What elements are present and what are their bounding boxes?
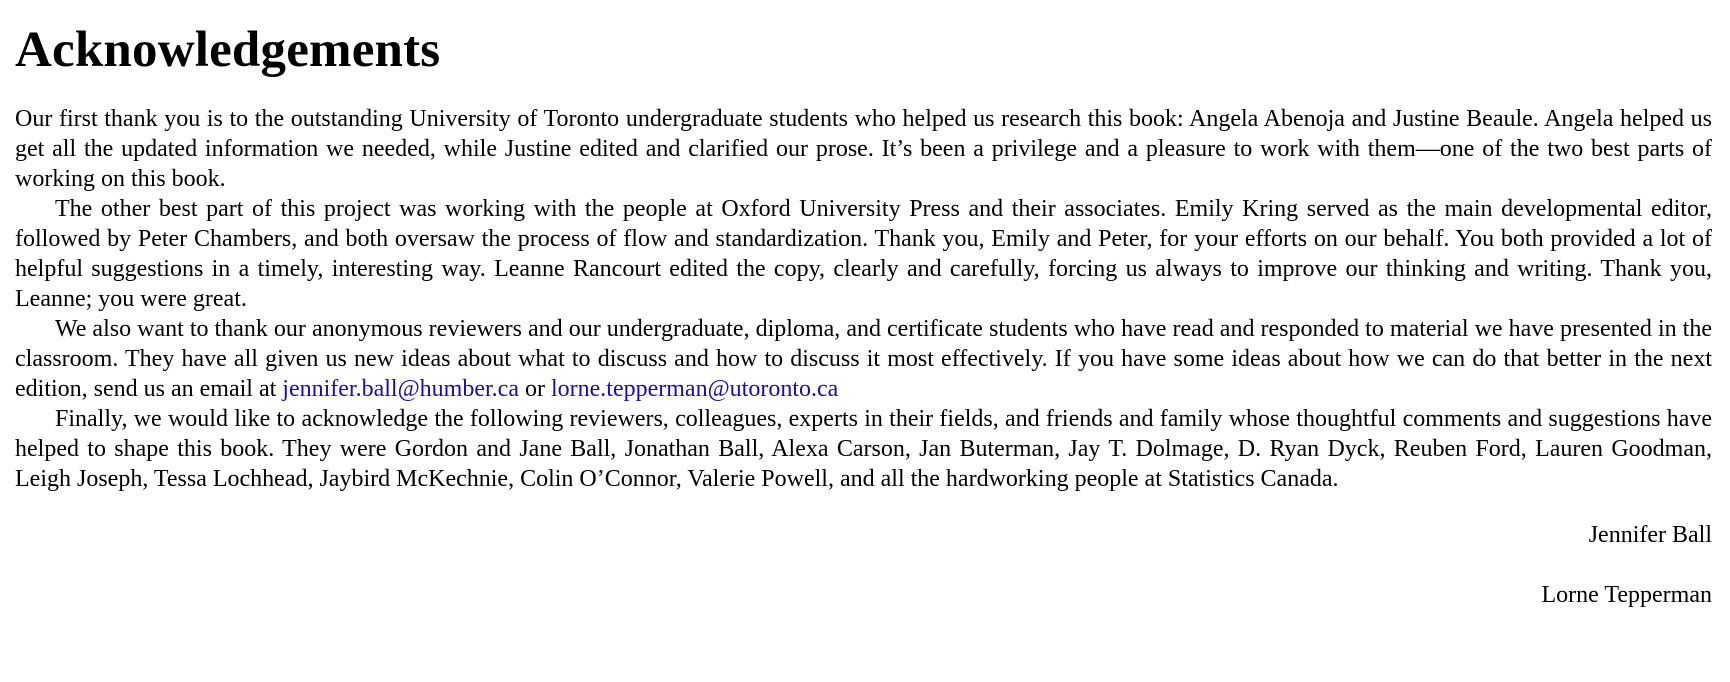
paragraph-acknowledge-list: Finally, we would like to acknowledge the following reviewers, colleagues, experts in their fields, and friends and family whose thoughtful comments and suggestions have helped to shape this book. They were Gordon and Jane Ball, Jonathan Ball, Alexa Carson, Jan Buterman, Jay T. Dolmage, D. Ryan Dyck, Reuben Ford, Lauren Goodman, Leigh Joseph, Tessa Lochhead, Jaybird McKechnie, Colin O’Connor, Valerie Powell, and all the hardworking people at Statistics Canada. [15, 406, 1712, 492]
paragraph-reviewers-contact [15, 314, 1712, 404]
email-link-lorne[interactable]: lorne.tepperman@utoronto.ca [550, 376, 839, 402]
signature-jennifer-ball: Jennifer Ball [1588, 522, 1712, 548]
paragraph-students: Our first thank you is to the outstanding University of Toronto undergraduate students who helped us research this book: Angela Abenoja and Justine Beaule. Angela helped us get all the updated information we needed, while Justine edited and clarified our prose. It’s been a privilege and a pleasure to work with them—one of the two best parts of working on this book. [15, 106, 1712, 192]
contact-text: We also want to thank our anonymous reviewers and our undergraduate, diploma, and certificate students who have read and responded to material we have presented in the classroom. They have all given us new ideas about what to discuss and how to discuss it most effectively. If you have some ideas about how we can do that better in the next edition, send us an email at [15, 316, 1712, 402]
contact-connector: or [518, 376, 551, 402]
email-link-jennifer[interactable]: jennifer.ball@humber.ca [282, 376, 519, 402]
signature-lorne-tepperman: Lorne Tepperman [1541, 582, 1712, 608]
paragraph-oxford-press: The other best part of this project was working with the people at Oxford University Press and their associates. Emily Kring served as the main developmental editor, followed by Peter Chambers, and both oversaw the process of flow and standardization. Thank you, Emily and Peter, for your efforts on our behalf. You both provided a lot of helpful suggestions in a timely, interesting way. Leanne Rancourt edited the copy, clearly and carefully, forcing us always to improve our thinking and writing. Thank you, Leanne; you were great. [15, 196, 1712, 312]
page-title: Acknowledgements [15, 22, 441, 78]
